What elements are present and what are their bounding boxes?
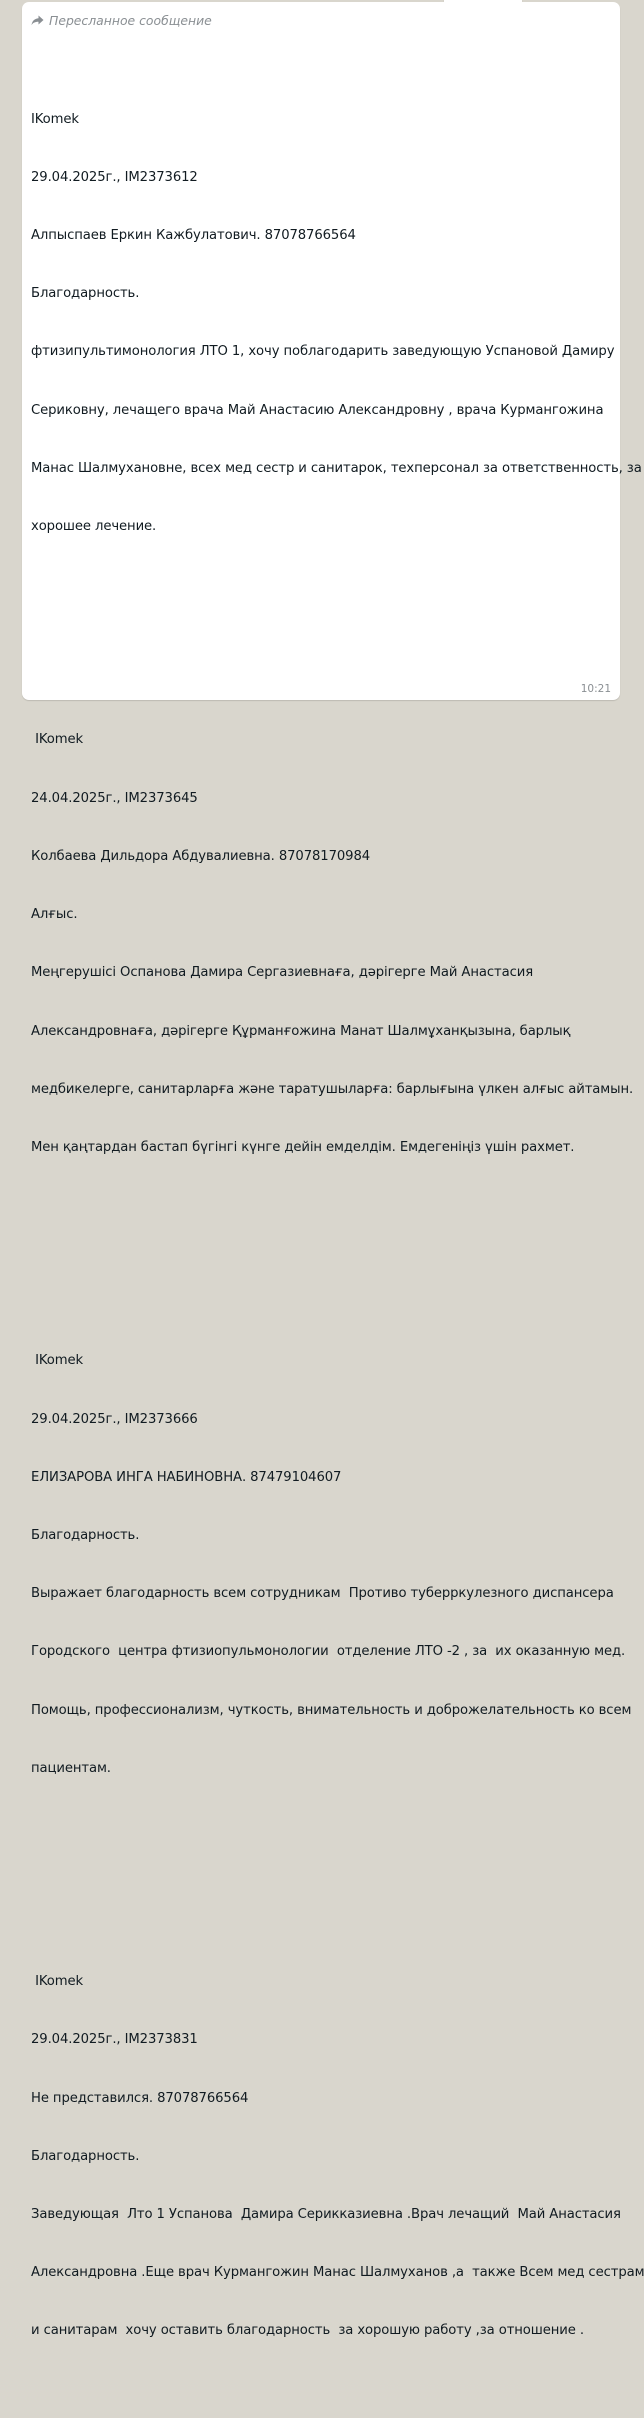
message-text-line: фтизипультимонология ЛТО 1, хочу поблагодарить заведующую Успановой Дамиру bbox=[31, 344, 615, 360]
message-text-line: Манас Шалмухановне, всех мед сестр и санитарок, техперсонал за ответственность, за bbox=[31, 460, 642, 476]
message-body bbox=[31, 32, 644, 2418]
message-person: Колбаева Дильдора Абдувалиевна. 87078170984 bbox=[31, 848, 371, 864]
message-text-line: Меңгерушісі Оспанова Дамира Сергазиевнаға, дәрігерге Май Анастасия bbox=[31, 965, 534, 981]
message-sender: IKomek bbox=[31, 1353, 84, 1369]
message-text-line: Мен қаңтардан бастап бүгінгі күнге дейін емделдім. Емдегеніңіз үшін рахмет. bbox=[31, 1139, 575, 1155]
message-block bbox=[31, 1933, 644, 2379]
message-text-line: Заведующая Лто 1 Успанова Дамира Серикказиевна .Врач лечащий Май Анастасия bbox=[31, 2207, 621, 2223]
message-text-line: Выражает благодарность всем сотрудникам Противо туберркулезного диспансера bbox=[31, 1586, 614, 1602]
message-block bbox=[31, 1313, 632, 1817]
message-person: Не представился. 87078766564 bbox=[31, 2090, 249, 2106]
message-timestamp: 10:21 bbox=[580, 683, 611, 695]
message-sender: IKomek bbox=[31, 111, 79, 127]
message-text-line: медбикелерге, санитарларға және таратушыларға: барлығына үлкен алғыс айтамын. bbox=[31, 1081, 634, 1097]
message-type: Благодарность. bbox=[31, 1527, 140, 1543]
forwarded-message-bubble[interactable] bbox=[22, 2, 644, 2339]
message-header: 29.04.2025г., IM2373666 bbox=[31, 1411, 198, 1427]
message-sender: IKomek bbox=[31, 732, 84, 748]
message-block bbox=[31, 692, 634, 1196]
message-text-line: пациентам. bbox=[31, 1760, 111, 1776]
message-header: 24.04.2025г., IM2373645 bbox=[31, 790, 198, 806]
blank-line bbox=[31, 1856, 610, 1875]
message-block bbox=[31, 71, 642, 575]
message-text-line: Помощь, профессионализм, чуткость, внимательность и доброжелательность ко всем bbox=[31, 1702, 632, 1718]
message-text-line: хорошее лечение. bbox=[31, 519, 157, 535]
message-person: Алпыспаев Еркин Кажбулатович. 87078766564 bbox=[31, 228, 356, 244]
message-text-line: Сериковну, лечащего врача Май Анастасию Александровну , врача Курмангожина bbox=[31, 402, 604, 418]
blank-line bbox=[31, 1235, 610, 1254]
forward-arrow-icon bbox=[31, 15, 44, 26]
message-text-line: Городского центра фтизиопульмонологии отделение ЛТО -2 , за их оказанную мед. bbox=[31, 1644, 626, 1660]
message-text-line: Александровнаға, дәрігерге Құрманғожина Манат Шалмұханқызына, барлық bbox=[31, 1023, 571, 1039]
forwarded-label: Пересланное сообщение bbox=[49, 12, 212, 28]
message-type: Алғыс. bbox=[31, 907, 78, 923]
message-header: 29.04.2025г., IM2373831 bbox=[31, 2032, 198, 2048]
message-header: 29.04.2025г., IM2373612 bbox=[31, 169, 198, 185]
message-type: Благодарность. bbox=[31, 286, 140, 302]
message-text-line: Александровна .Еще врач Курмангожин Манас Шалмуханов ,а также Всем мед сестрам bbox=[31, 2265, 644, 2281]
message-person: ЕЛИЗАРОВА ИНГА НАБИНОВНА. 87479104607 bbox=[31, 1469, 342, 1485]
message-text-line: и санитарам хочу оставить благодарность за хорошую работу ,за отношение . bbox=[31, 2323, 584, 2339]
message-sender: IKomek bbox=[31, 1974, 84, 1990]
blank-line bbox=[31, 614, 610, 633]
message-type: Благодарность. bbox=[31, 2148, 140, 2164]
forwarded-header bbox=[31, 11, 610, 29]
